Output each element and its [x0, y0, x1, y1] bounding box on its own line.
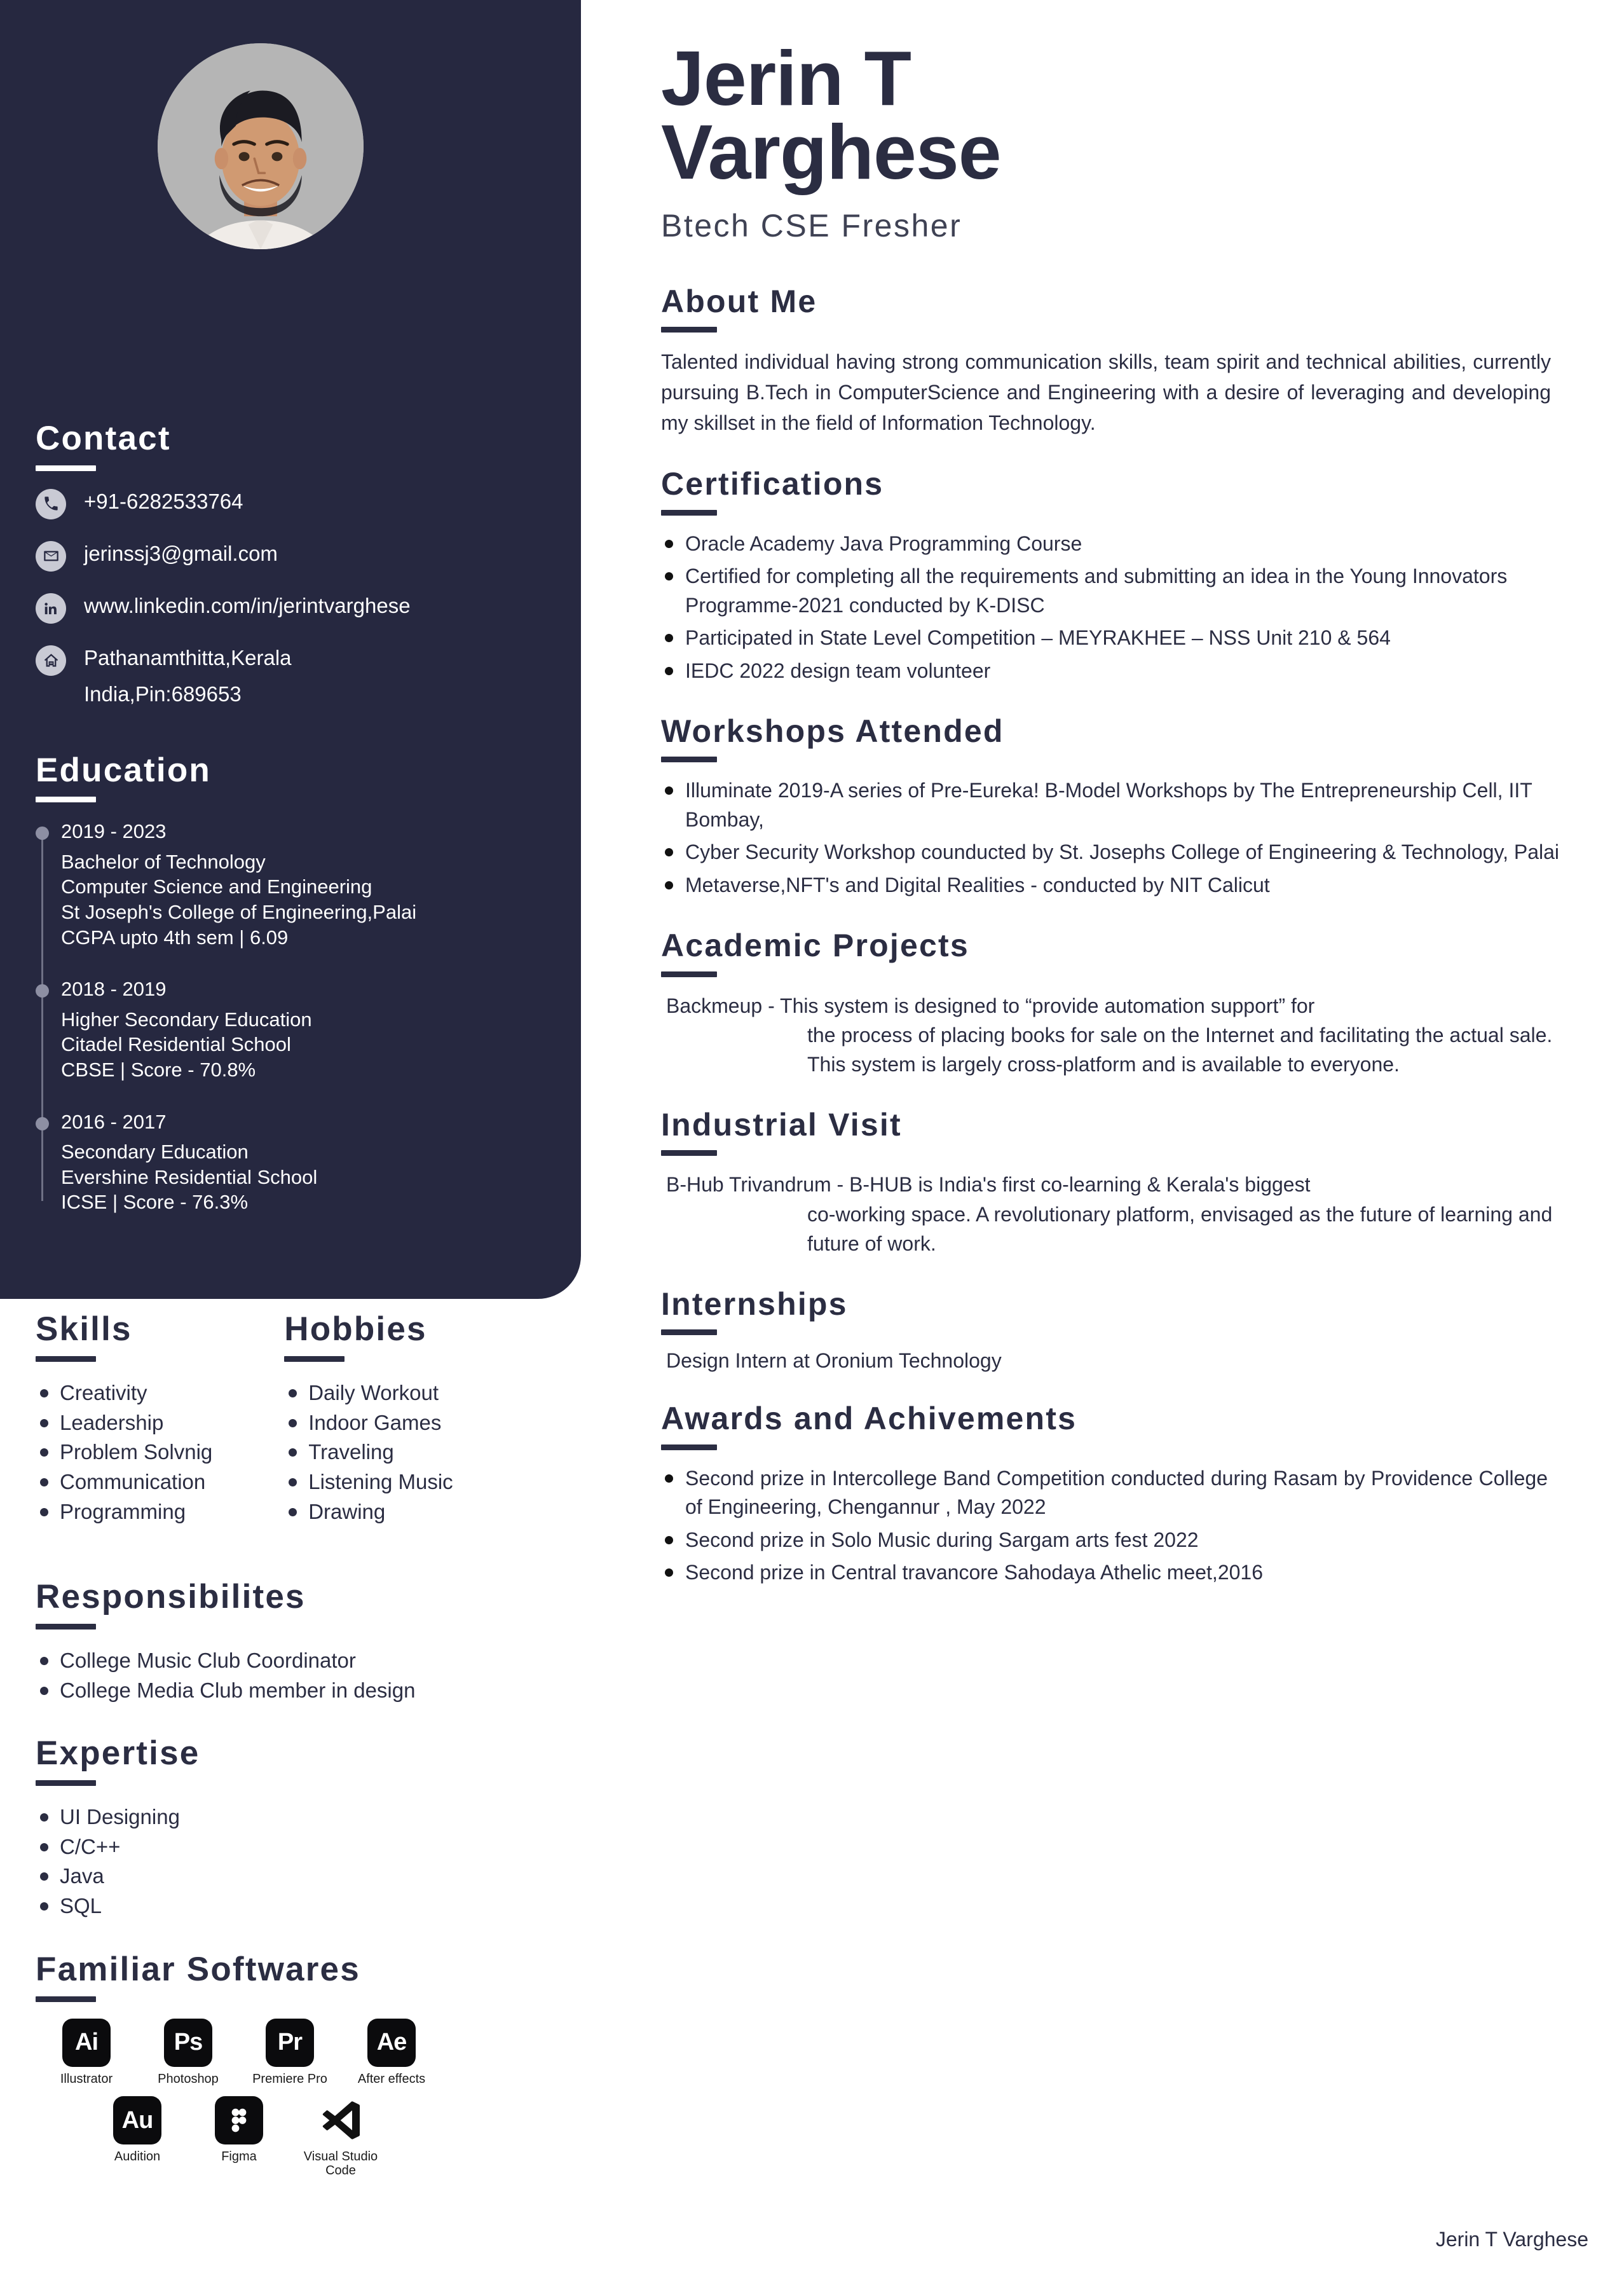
software-item-photoshop: [137, 2019, 239, 2086]
list-item: Second prize in Intercollege Band Competition conducted during Rasam by Providence College of Engineering, Chengannur , May 2022: [661, 1464, 1548, 1522]
contact-row-phone[interactable]: [36, 488, 545, 519]
skills-heading: Skills: [36, 1310, 132, 1348]
contact-address-value: [84, 644, 292, 708]
timeline-dot-icon: [36, 827, 49, 840]
project-lead-line: Backmeup - This system is designed to “provide automation support” for: [666, 994, 1315, 1017]
internships-section: [661, 1287, 1586, 1373]
software-label: Figma: [221, 2150, 257, 2164]
list-item: Indoor Games: [284, 1408, 545, 1438]
certifications-list: [661, 530, 1586, 685]
education-score: ICSE | Score - 76.3%: [61, 1191, 249, 1214]
expertise-heading: Expertise: [36, 1734, 200, 1772]
responsibilities-list: [36, 1646, 545, 1706]
list-item: Cyber Security Workshop counducted by St. Josephs College of Engineering & Technology, Palai: [661, 838, 1586, 867]
email-icon: [36, 541, 66, 572]
software-item-audition: [86, 2096, 188, 2178]
software-row-2: [86, 2096, 545, 2178]
heading-rule: [661, 757, 717, 762]
phone-icon: [36, 489, 66, 519]
responsibilities-section: [0, 1579, 581, 1705]
software-label: Premiere Pro: [252, 2071, 327, 2086]
workshops-list: [661, 776, 1586, 900]
education-institution: Evershine Residential School: [61, 1165, 318, 1188]
list-item: College Media Club member in design: [36, 1676, 545, 1706]
projects-heading: Academic Projects: [661, 928, 969, 964]
list-item: Java: [36, 1862, 545, 1891]
education-institution: St Joseph's College of Engineering,Palai: [61, 901, 417, 924]
list-item: Illuminate 2019-A series of Pre-Eureka! B-Model Workshops by The Entrepreneurship Cell, IIT Bombay,: [661, 776, 1586, 834]
timeline-line: [41, 828, 43, 1201]
vscode-icon: [317, 2096, 365, 2144]
software-label: Audition: [114, 2150, 161, 2164]
software-heading: Familiar Softwares: [36, 1951, 360, 1988]
education-institution: Citadel Residential School: [61, 1033, 291, 1056]
list-item: College Music Club Coordinator: [36, 1646, 545, 1676]
education-degree: Higher Secondary Education: [61, 1008, 312, 1031]
page-title: Jerin T Varghese: [661, 35, 1001, 195]
project-body: the process of placing books for sale on the Internet and facilitating the actual sale. This system is largely cross-platform and is available to everyone.: [807, 1023, 1553, 1076]
education-entry: [61, 1109, 545, 1215]
home-icon: [36, 645, 66, 676]
education-date: 2016 - 2017: [61, 1110, 167, 1133]
contact-phone-value: +91-6282533764: [84, 489, 243, 513]
heading-rule: [661, 1150, 717, 1156]
heading-rule: [661, 1329, 717, 1335]
software-label: Visual Studio Code: [303, 2150, 378, 2178]
software-row-1: [36, 2019, 545, 2086]
contact-heading: Contact: [36, 420, 171, 457]
list-item: Communication: [36, 1467, 284, 1497]
project-description: [661, 991, 1586, 1079]
adobe-premiere-icon: Pr: [266, 2019, 314, 2067]
hobbies-section: [284, 1312, 545, 1527]
about-text: Talented individual having strong communication skills, team spirit and technical abilities, currently pursuing B.Tech in ComputerScience and Engineering with a desire of leveraging and developing my skillset in the field of Information Technology.: [661, 350, 1551, 435]
list-item: Listening Music: [284, 1467, 545, 1497]
awards-section: [661, 1402, 1586, 1587]
list-item: Metaverse,NFT's and Digital Realities - conducted by NIT Calicut: [661, 871, 1586, 900]
heading-rule: [36, 1356, 96, 1362]
responsibilities-heading: Responsibilites: [36, 1578, 306, 1616]
adobe-photoshop-icon: Ps: [164, 2019, 212, 2067]
software-item-premiere: [239, 2019, 341, 2086]
education-degree: Bachelor of Technology: [61, 850, 266, 873]
contact-address-line2: India,Pin:689653: [84, 682, 242, 706]
hobbies-heading: Hobbies: [284, 1310, 427, 1348]
education-score: CGPA upto 4th sem | 6.09: [61, 926, 289, 949]
awards-heading: Awards and Achivements: [661, 1401, 1077, 1437]
heading-rule: [661, 327, 717, 333]
list-item: Programming: [36, 1497, 284, 1527]
internship-entry: Design Intern at Oronium Technology: [666, 1349, 1002, 1373]
list-item: Second prize in Solo Music during Sargam arts fest 2022: [661, 1526, 1586, 1554]
adobe-audition-icon: Au: [113, 2096, 161, 2144]
footer-name: Jerin T Varghese: [1435, 2228, 1588, 2251]
header-block: [661, 0, 1586, 244]
industrial-visit-section: [661, 1108, 1586, 1258]
software-label: Photoshop: [158, 2071, 219, 2086]
heading-rule: [661, 971, 717, 977]
list-item: Daily Workout: [284, 1378, 545, 1408]
contact-row-address[interactable]: [36, 644, 545, 708]
industrial-visit-description: [661, 1170, 1586, 1258]
contact-address-line1: Pathanamthitta,Kerala: [84, 645, 292, 669]
heading-rule: [661, 1444, 717, 1450]
timeline-dot-icon: [36, 1117, 49, 1130]
skills-list: [36, 1378, 284, 1527]
list-item: Problem Solvnig: [36, 1437, 284, 1467]
education-heading: Education: [36, 751, 211, 789]
education-score: CBSE | Score - 70.8%: [61, 1059, 256, 1081]
list-item: SQL: [36, 1891, 545, 1921]
hobbies-list: [284, 1378, 545, 1527]
software-label: Illustrator: [60, 2071, 113, 2086]
education-date: 2018 - 2019: [61, 978, 167, 1001]
software-item-aftereffects: [341, 2019, 442, 2086]
contact-email-value: jerinssj3@gmail.com: [84, 541, 278, 565]
list-item: Creativity: [36, 1378, 284, 1408]
list-item: Leadership: [36, 1408, 284, 1438]
linkedin-icon: [36, 593, 66, 624]
software-section: [0, 1952, 581, 2178]
education-field: Computer Science and Engineering: [61, 875, 372, 898]
list-item: Second prize in Central travancore Sahodaya Athelic meet,2016: [661, 1558, 1586, 1587]
adobe-aftereffects-icon: Ae: [367, 2019, 416, 2067]
contact-linkedin-value: www.linkedin.com/in/jerintvarghese: [84, 593, 411, 617]
visit-lead-line: B-Hub Trivandrum - B-HUB is India's first co-learning & Kerala's biggest: [666, 1173, 1311, 1197]
certifications-section: [661, 467, 1586, 685]
software-label: After effects: [357, 2071, 426, 2086]
heading-rule: [36, 465, 96, 471]
software-item-vscode: [290, 2096, 392, 2178]
education-entry: [61, 819, 545, 950]
workshops-section: [661, 715, 1586, 900]
expertise-list: [36, 1802, 545, 1921]
contact-row-linkedin[interactable]: [36, 592, 545, 624]
figma-icon: [215, 2096, 263, 2144]
education-entry: [61, 977, 545, 1082]
software-item-illustrator: [36, 2019, 137, 2086]
heading-rule: [36, 1996, 96, 2002]
education-timeline: [36, 819, 545, 1215]
software-item-figma: [188, 2096, 290, 2178]
industrial-visit-heading: Industrial Visit: [661, 1106, 902, 1142]
list-item: Traveling: [284, 1437, 545, 1467]
education-date: 2019 - 2023: [61, 820, 167, 843]
about-heading: About Me: [661, 283, 817, 319]
contact-section: [36, 0, 545, 708]
adobe-illustrator-icon: Ai: [62, 2019, 111, 2067]
list-item: Participated in State Level Competition – MEYRAKHEE – NSS Unit 210 & 564: [661, 624, 1586, 652]
heading-rule: [36, 797, 96, 802]
list-item: Oracle Academy Java Programming Course: [661, 530, 1586, 558]
education-section: [36, 729, 545, 1215]
internships-heading: Internships: [661, 1286, 848, 1322]
heading-rule: [36, 1624, 96, 1630]
expertise-section: [0, 1736, 581, 1921]
workshops-heading: Workshops Attended: [661, 713, 1004, 749]
list-item: IEDC 2022 design team volunteer: [661, 657, 1586, 685]
heading-rule: [284, 1356, 345, 1362]
list-item: Certified for completing all the requirements and submitting an idea in the Young Innovators Programme-2021 conducted by K-DISC: [661, 562, 1586, 620]
contact-row-email[interactable]: [36, 540, 545, 572]
list-item: C/C++: [36, 1832, 545, 1862]
list-item: UI Designing: [36, 1802, 545, 1832]
certifications-heading: Certifications: [661, 466, 884, 502]
projects-section: [661, 929, 1586, 1079]
heading-rule: [661, 510, 717, 516]
job-title: Btech CSE Fresher: [661, 207, 962, 244]
timeline-dot-icon: [36, 984, 49, 998]
visit-body: co-working space. A revolutionary platform, envisaged as the future of learning and future of work.: [807, 1202, 1553, 1255]
about-section: [661, 285, 1586, 439]
education-degree: Secondary Education: [61, 1140, 249, 1163]
awards-list: [661, 1464, 1586, 1588]
skills-section: [36, 1312, 284, 1527]
heading-rule: [36, 1780, 96, 1786]
list-item: Drawing: [284, 1497, 545, 1527]
